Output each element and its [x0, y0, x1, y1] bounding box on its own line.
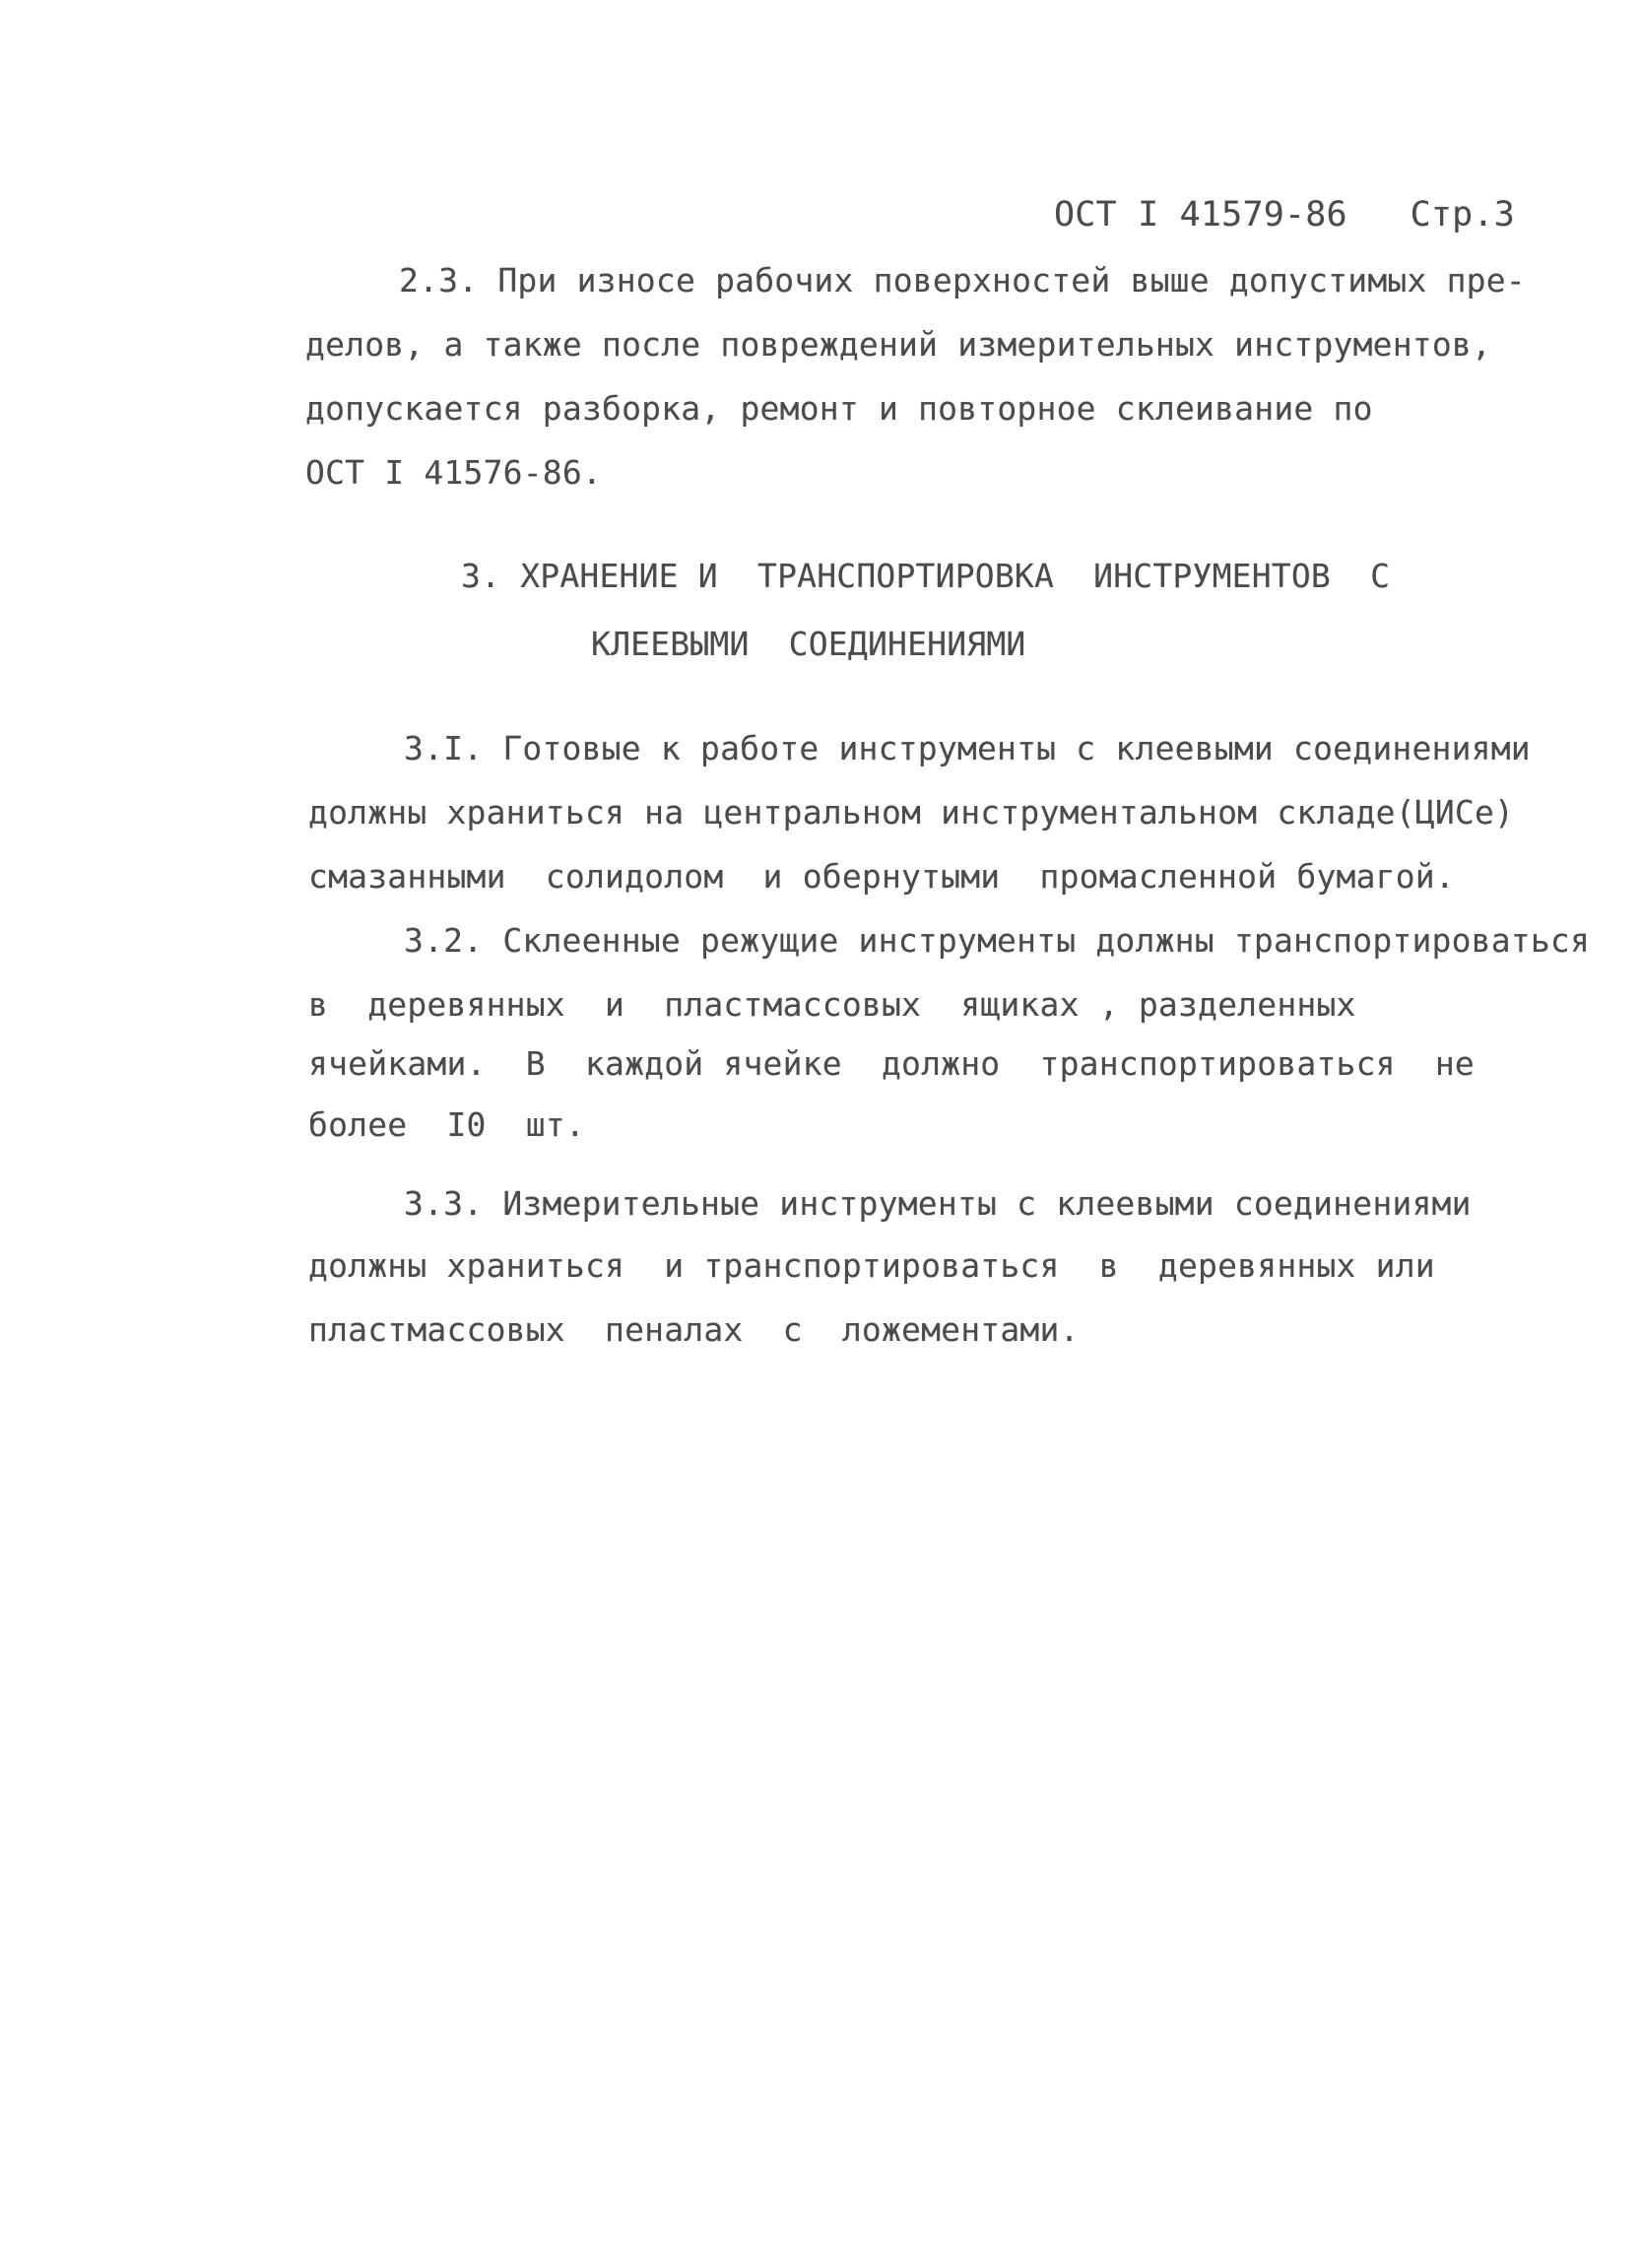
paragraph-2-3-line-1: 2.3. При износе рабочих поверхностей выше допустимых пре- — [399, 261, 1526, 300]
page-header: ОСТ I 41579-86 Стр.3 — [1054, 195, 1515, 234]
paragraph-3-3-line-3: пластмассовых пеналах с ложементами. — [308, 1310, 1080, 1349]
paragraph-3-3-line-1: 3.3. Измерительные инструменты с клеевыми соединениями — [404, 1184, 1472, 1223]
paragraph-3-2-line-4: более I0 шт. — [308, 1105, 585, 1144]
paragraph-3-1-line-1: 3.I. Готовые к работе инструменты с клеевыми соединениями — [404, 729, 1531, 767]
paragraph-3-2-line-3: ячейками. В каждой ячейке должно транспортироваться не — [308, 1044, 1475, 1083]
paragraph-3-1-line-2: должны храниться на центральном инструментальном складе(ЦИСе) — [308, 793, 1515, 832]
paragraph-2-3-line-4: ОСТ I 41576-86. — [305, 453, 603, 492]
paragraph-3-1-line-3: смазанными солидолом и обернутыми промасленной бумагой. — [308, 857, 1455, 896]
section-3-title-line-2: КЛЕЕВЫМИ СОЕДИНЕНИЯМИ — [591, 625, 1026, 663]
paragraph-3-3-line-2: должны храниться и транспортироваться в деревянных или — [308, 1246, 1435, 1285]
paragraph-3-2-line-1: 3.2. Склеенные режущие инструменты должны транспортироваться — [404, 921, 1591, 960]
section-3-title-line-1: 3. ХРАНЕНИЕ И ТРАНСПОРТИРОВКА ИНСТРУМЕНТОВ С — [461, 557, 1391, 595]
paragraph-2-3-line-2: делов, а также после повреждений измерительных инструментов, — [305, 325, 1492, 364]
paragraph-3-2-line-2: в деревянных и пластмассовых ящиках , разделенных — [308, 985, 1356, 1024]
paragraph-2-3-line-3: допускается разборка, ремонт и повторное склеивание по — [305, 389, 1373, 428]
